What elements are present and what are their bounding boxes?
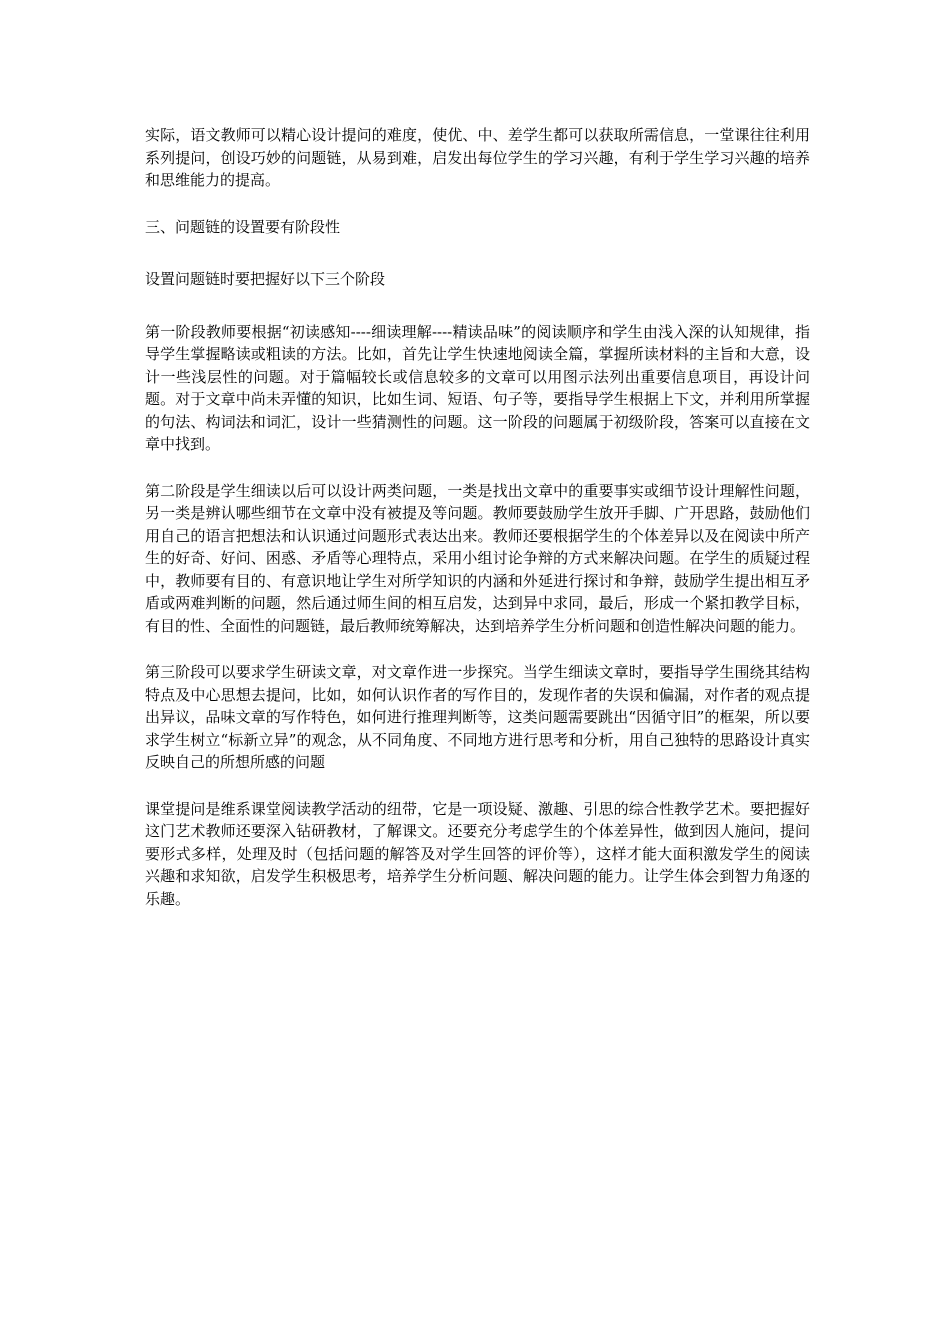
paragraph-stage-three: 第三阶段可以要求学生研读文章，对文章作进一步探究。当学生细读文章时，要指导学生围绕其结构特点及中心思想去提问，比如，如何认识作者的写作目的，发现作者的失误和偏漏，对作者的观点提出异议，品味文章的写作特色，如何进行推理判断等，这类问题需要跳出“因循守旧”的框架，所以要求学生树立“标新立异”的观念，从不同角度、不同地方进行思考和分析，用自己独特的思路设计真实反映自己的所想所感的问题: [145, 663, 810, 771]
paragraph-conclusion: 课堂提问是维系课堂阅读教学活动的纽带，它是一项设疑、激趣、引思的综合性教学艺术。要把握好这门艺术教师还要深入钻研教材，了解课文。还要充分考虑学生的个体差异性，做到因人施问，提问要形式多样，处理及时（包括问题的解答及对学生回答的评价等），这样才能大面积激发学生的阅读兴趣和求知欲，启发学生积极思考，培养学生分析问题、解决问题的能力。让学生体会到智力角逐的乐趣。: [145, 799, 810, 908]
document-body: [145, 124, 810, 934]
section-heading: 三、问题链的设置要有阶段性: [145, 217, 341, 236]
paragraph-stage-two: 第二阶段是学生细读以后可以设计两类问题，一类是找出文章中的重要事实或细节设计理解性问题，另一类是辨认哪些细节在文章中没有被提及等问题。教师要鼓励学生放开手脚、广开思路，鼓励他们用自己的语言把想法和认识通过问题形式表达出来。教师还要根据学生的个体差异以及在阅读中所产生的好奇、好问、困惑、矛盾等心理特点，采用小组讨论争辩的方式来解决问题。在学生的质疑过程中，教师要有目的、有意识地让学生对所学知识的内涵和外延进行探讨和争辩，鼓励学生提出相互矛盾或两难判断的问题，然后通过师生间的相互启发，达到异中求同，最后，形成一个紧扣教学目标，有目的性、全面性的问题链，最后教师统筹解决，达到培养学生分析问题和创造性解决问题的能力。: [145, 481, 810, 635]
paragraph-stage-one: 第一阶段教师要根据“初读感知----细读理解----精读品味”的阅读顺序和学生由浅入深的认知规律，指导学生掌握略读或粗读的方法。比如，首先让学生快速地阅读全篇，掌握所读材料的主旨和大意，设计一些浅层性的问题。对于篇幅较长或信息较多的文章可以用图示法列出重要信息项目，再设计问题。对于文章中尚未弄懂的知识，比如生词、短语、句子等，要指导学生根据上下文，并利用所掌握的句法、构词法和词汇，设计一些猜测性的问题。这一阶段的问题属于初级阶段，答案可以直接在文章中找到。: [145, 322, 810, 453]
paragraph-lead: 设置问题链时要把握好以下三个阶段: [145, 270, 386, 288]
paragraph-intro: 实际，语文教师可以精心设计提问的难度，使优、中、差学生都可以获取所需信息，一堂课往往利用系列提问，创设巧妙的问题链，从易到难，启发出每位学生的学习兴趣，有利于学生学习兴趣的培养和思维能力的提高。: [145, 126, 810, 189]
